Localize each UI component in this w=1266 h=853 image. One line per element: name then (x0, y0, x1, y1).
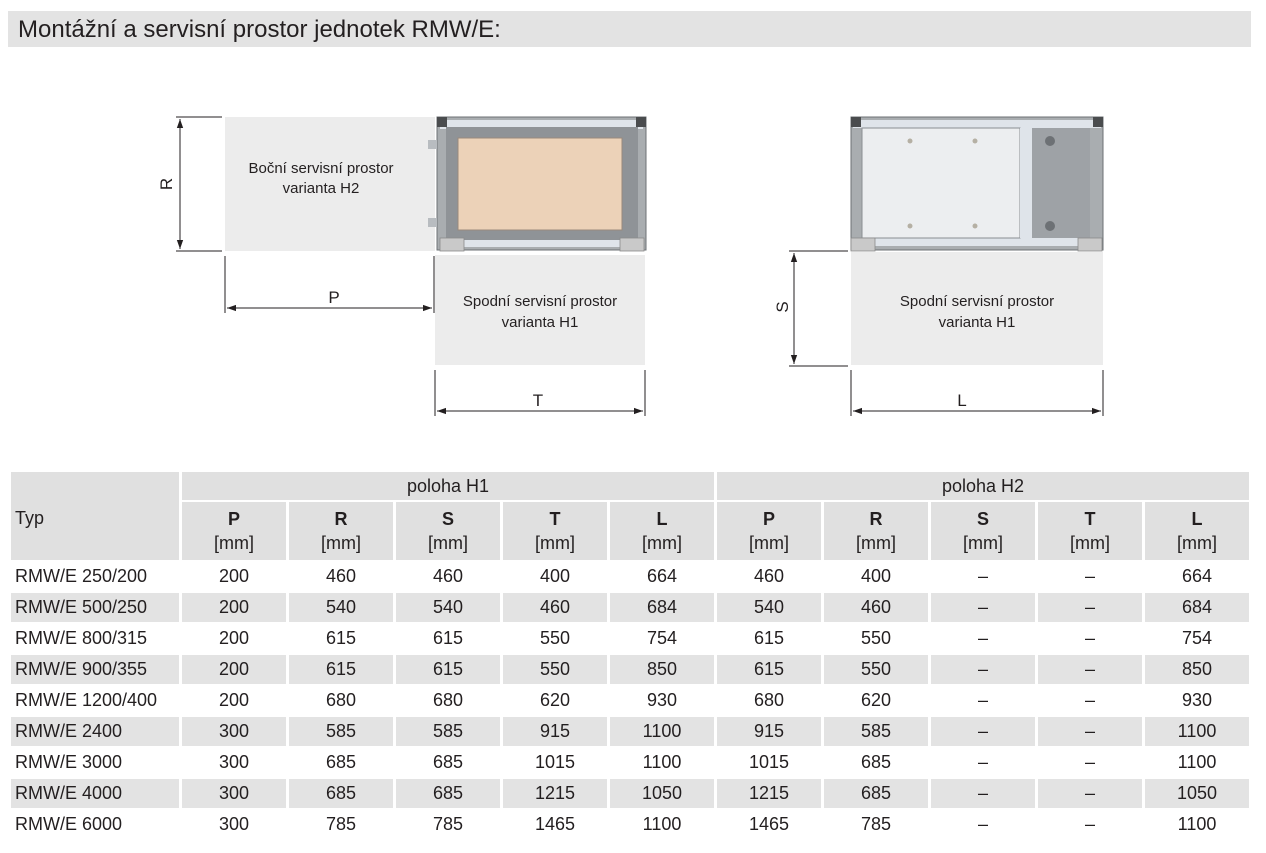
dim-label-T: T (532, 391, 544, 410)
cell-h1-p: 200 (218, 566, 250, 586)
cell-h2-s: – (977, 566, 988, 586)
cell-h1-t: 460 (503, 593, 607, 622)
cell-h1-l: 1100 (610, 717, 714, 746)
dimension-L (851, 370, 1103, 416)
cell-h1-r: 460 (325, 566, 357, 586)
dim-label-S: S (773, 301, 792, 313)
cell-typ: RMW/E 4000 (11, 779, 179, 808)
col-header-h2-t: T [mm] (1038, 502, 1142, 560)
cell-h1-l: 684 (610, 593, 714, 622)
cell-h2-r: 550 (824, 655, 928, 684)
cell-h1-t: 1465 (534, 814, 576, 834)
cell-h2-l: 1100 (1145, 717, 1249, 746)
cell-h2-s: – (977, 690, 988, 710)
table-row (11, 779, 1249, 808)
cell-h2-s: – (977, 814, 988, 834)
side-zone-label-line2: varianta H2 (282, 180, 360, 197)
table-column-header-row (11, 502, 1249, 560)
cell-h2-r: 400 (860, 566, 892, 586)
cell-h2-r: 620 (860, 690, 892, 710)
cell-h2-r: 585 (824, 717, 928, 746)
cell-h1-r: 685 (289, 779, 393, 808)
cell-h1-t: 1015 (534, 752, 576, 772)
unit-front-view (428, 117, 646, 251)
dimension-R (157, 117, 222, 251)
cell-h1-p: 300 (218, 814, 250, 834)
cell-h2-r: 785 (860, 814, 892, 834)
col-header-h1-s: S [mm] (396, 502, 500, 560)
cell-h2-l: 1050 (1145, 779, 1249, 808)
col-header-h2-r: R [mm] (824, 502, 928, 560)
cell-h2-p: 915 (717, 717, 821, 746)
cell-h2-t: – (1084, 690, 1095, 710)
cell-typ: RMW/E 250/200 (15, 566, 148, 586)
cell-h2-s: – (931, 779, 1035, 808)
cell-h2-p: 680 (753, 690, 785, 710)
table-row (11, 624, 1249, 653)
cell-h1-s: 685 (396, 779, 500, 808)
cell-h1-t: 550 (503, 655, 607, 684)
cell-h1-t: 915 (503, 717, 607, 746)
cell-h2-t: – (1084, 628, 1095, 648)
cell-h1-r: 680 (325, 690, 357, 710)
table-row (11, 810, 1249, 839)
bottom-zone-right-label-line1: Spodní servisní prostor (899, 293, 1055, 310)
cell-h1-p: 200 (182, 593, 286, 622)
cell-h2-l: 850 (1145, 655, 1249, 684)
diagram-left (157, 117, 646, 416)
cell-h1-r: 615 (325, 628, 357, 648)
group-header-h1: poloha H1 (182, 472, 714, 500)
cell-h2-t: – (1084, 814, 1095, 834)
cell-typ: RMW/E 900/355 (11, 655, 179, 684)
cell-h2-s: – (977, 628, 988, 648)
cell-h1-l: 1050 (610, 779, 714, 808)
cell-typ: RMW/E 500/250 (11, 593, 179, 622)
bottom-zone-right-label-line2: varianta H1 (938, 314, 1016, 331)
cell-h2-r: 685 (824, 779, 928, 808)
col-header-typ: Typ (11, 472, 179, 560)
cell-h2-p: 615 (753, 628, 785, 648)
service-space-table (8, 470, 1252, 841)
dimension-T (435, 370, 645, 416)
table-row (11, 593, 1249, 622)
cell-h2-l: 684 (1145, 593, 1249, 622)
cell-h2-t: – (1084, 566, 1095, 586)
bottom-zone-label-line1: Spodní servisní prostor (462, 293, 618, 310)
cell-h1-p: 300 (182, 779, 286, 808)
col-header-h1-t: T [mm] (503, 502, 607, 560)
cell-h1-t: 550 (539, 628, 571, 648)
cell-h2-p: 615 (717, 655, 821, 684)
cell-h1-t: 1215 (503, 779, 607, 808)
cell-h2-t: – (1038, 655, 1142, 684)
col-header-h1-p: P [mm] (182, 502, 286, 560)
cell-h1-p: 200 (218, 628, 250, 648)
cell-h1-t: 620 (539, 690, 571, 710)
cell-h2-r: 685 (860, 752, 892, 772)
cell-h1-l: 1100 (642, 752, 682, 772)
cell-h1-l: 754 (646, 628, 678, 648)
cell-h1-p: 200 (218, 690, 250, 710)
cell-typ: RMW/E 2400 (11, 717, 179, 746)
table-row (11, 748, 1249, 777)
cell-typ: RMW/E 6000 (15, 814, 123, 834)
cell-h1-s: 615 (396, 655, 500, 684)
cell-h2-p: 460 (753, 566, 785, 586)
cell-h2-r: 460 (824, 593, 928, 622)
cell-h1-s: 585 (396, 717, 500, 746)
cell-h1-l: 850 (610, 655, 714, 684)
cell-h2-l: 1100 (1177, 814, 1217, 834)
cell-typ: RMW/E 3000 (15, 752, 123, 772)
col-header-h2-l: L [mm] (1145, 502, 1249, 560)
col-header-h1-r: R [mm] (289, 502, 393, 560)
unit-side-view (851, 117, 1103, 251)
side-zone-label-line1: Boční servisní prostor (248, 160, 394, 177)
cell-h2-r: 550 (860, 628, 892, 648)
cell-h1-l: 664 (646, 566, 678, 586)
table-row (11, 562, 1249, 591)
cell-h2-t: – (1084, 752, 1095, 772)
col-header-h1-l: L [mm] (610, 502, 714, 560)
cell-h1-s: 540 (396, 593, 500, 622)
cell-h2-t: – (1038, 593, 1142, 622)
table-row (11, 655, 1249, 684)
cell-h1-l: 930 (646, 690, 678, 710)
cell-h1-s: 685 (432, 752, 464, 772)
dim-label-R: R (157, 177, 176, 191)
cell-h1-l: 1100 (642, 814, 682, 834)
cell-h2-s: – (977, 752, 988, 772)
cell-h1-r: 615 (289, 655, 393, 684)
cell-h2-s: – (931, 717, 1035, 746)
table-row (11, 686, 1249, 715)
col-header-h2-s: S [mm] (931, 502, 1035, 560)
cell-h2-t: – (1038, 779, 1142, 808)
page-title: Montážní a servisní prostor jednotek RMW/E: (18, 16, 501, 43)
cell-h1-t: 400 (539, 566, 571, 586)
dim-label-P: P (328, 288, 340, 307)
cell-h1-r: 785 (325, 814, 357, 834)
cell-h2-p: 1215 (717, 779, 821, 808)
cell-h1-p: 300 (182, 717, 286, 746)
cell-h1-s: 680 (432, 690, 464, 710)
table-row (11, 717, 1249, 746)
group-header-h2: poloha H2 (717, 472, 1249, 500)
cell-h1-s: 785 (432, 814, 464, 834)
cell-h2-t: – (1038, 717, 1142, 746)
cell-h1-r: 585 (289, 717, 393, 746)
cell-h2-p: 540 (717, 593, 821, 622)
cell-h1-s: 615 (432, 628, 464, 648)
cell-h2-s: – (931, 593, 1035, 622)
cell-h1-r: 540 (289, 593, 393, 622)
cell-h2-l: 754 (1181, 628, 1213, 648)
bottom-service-zone (435, 255, 645, 365)
cell-typ: RMW/E 1200/400 (15, 690, 158, 710)
cell-h1-p: 300 (218, 752, 250, 772)
cell-h2-p: 1015 (748, 752, 790, 772)
cell-h1-s: 460 (432, 566, 464, 586)
col-header-h2-p: P [mm] (717, 502, 821, 560)
cell-h2-l: 930 (1181, 690, 1213, 710)
cell-h2-l: 1100 (1177, 752, 1217, 772)
table-group-header-row (11, 472, 1249, 500)
dim-label-L: L (957, 391, 967, 410)
diagram-right (773, 117, 1103, 416)
dimension-P (225, 256, 434, 313)
dimension-S (773, 251, 848, 366)
cell-h2-p: 1465 (748, 814, 790, 834)
bottom-zone-label-line2: varianta H1 (501, 314, 579, 331)
cell-h2-l: 664 (1181, 566, 1213, 586)
cell-h1-p: 200 (182, 655, 286, 684)
cell-typ: RMW/E 800/315 (15, 628, 148, 648)
cell-h2-s: – (931, 655, 1035, 684)
cell-h1-r: 685 (325, 752, 357, 772)
